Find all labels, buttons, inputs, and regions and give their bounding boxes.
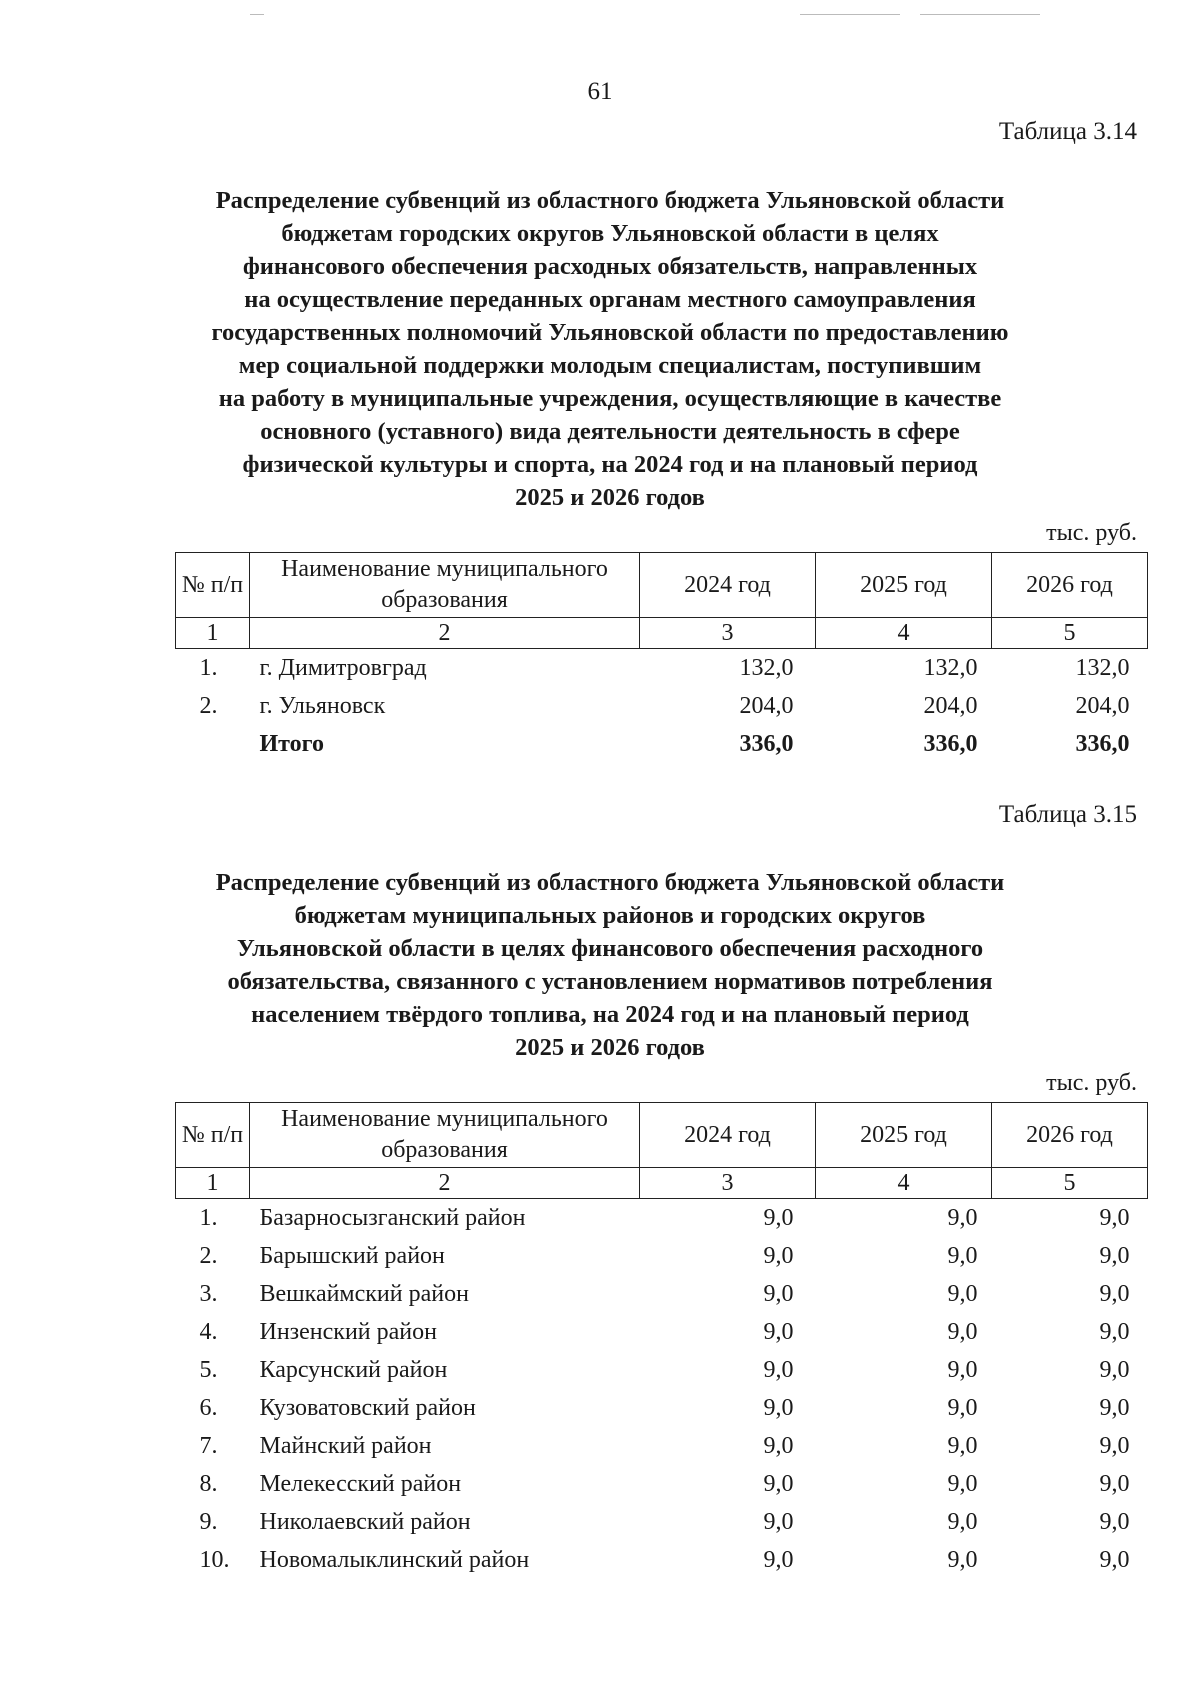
- row-value-2024: 9,0: [763, 1470, 794, 1497]
- row-value-2026: 9,0: [1099, 1432, 1130, 1459]
- row-name: г. Ульяновск: [259, 692, 386, 719]
- row-name: Новомалыклинский район: [259, 1546, 530, 1573]
- row-num: 4.: [199, 1318, 218, 1345]
- header-2024: 2024 год: [640, 1103, 816, 1168]
- row-num: 1.: [199, 1204, 218, 1231]
- row-name: г. Димитровград: [259, 654, 427, 681]
- column-number-row: [176, 1168, 1148, 1199]
- scan-artifact: [920, 14, 1040, 15]
- row-value-2026: 204,0: [1075, 692, 1130, 719]
- row-value-2025: 9,0: [947, 1318, 978, 1345]
- row-value-2024: 9,0: [763, 1432, 794, 1459]
- row-value-2026: 132,0: [1075, 654, 1130, 681]
- row-value-2026: 9,0: [1099, 1470, 1130, 1497]
- column-number: 1: [176, 1168, 250, 1199]
- scan-artifact: [800, 14, 900, 15]
- table-3-14: [175, 552, 1148, 763]
- row-name: Мелекесский район: [259, 1470, 462, 1497]
- title-line: Распределение субвенций из областного бюджета Ульяновской области: [215, 187, 1005, 214]
- row-value-2024: 9,0: [763, 1546, 794, 1573]
- unit-label: тыс. руб.: [1046, 1070, 1137, 1096]
- row-name: Вешкаймский район: [259, 1280, 469, 1307]
- table-row: [176, 1389, 1148, 1427]
- column-number: 4: [816, 618, 992, 649]
- table-row: [176, 1541, 1148, 1579]
- title-line: на работу в муниципальные учреждения, осуществляющие в качестве: [218, 385, 1002, 412]
- row-num: 3.: [199, 1280, 218, 1307]
- header-2025: 2025 год: [816, 553, 992, 618]
- header-2026: 2026 год: [992, 1103, 1148, 1168]
- title-line: физической культуры и спорта, на 2024 год и на плановый период: [242, 451, 978, 478]
- table-row: [176, 1275, 1148, 1313]
- column-number: 5: [992, 1168, 1148, 1199]
- row-value-2025: 9,0: [947, 1508, 978, 1535]
- row-value-2026: 9,0: [1099, 1546, 1130, 1573]
- header-num: № п/п: [176, 553, 250, 618]
- row-value-2024: 9,0: [763, 1394, 794, 1421]
- column-number: 3: [640, 618, 816, 649]
- row-value-2025: 9,0: [947, 1546, 978, 1573]
- column-number: 3: [640, 1168, 816, 1199]
- row-name: Инзенский район: [259, 1318, 437, 1345]
- row-value-2026: 9,0: [1099, 1318, 1130, 1345]
- title-line: государственных полномочий Ульяновской области по предоставлению: [211, 319, 1009, 346]
- row-name: Николаевский район: [259, 1508, 471, 1535]
- table-title-3-15: [150, 866, 1070, 1064]
- table-row: [176, 1351, 1148, 1389]
- row-num: 6.: [199, 1394, 218, 1421]
- title-line: основного (уставного) вида деятельности деятельность в сфере: [260, 418, 960, 445]
- row-value-2025: 204,0: [923, 692, 978, 719]
- header-2026: 2026 год: [992, 553, 1148, 618]
- title-line: бюджетам городских округов Ульяновской области в целях: [281, 220, 939, 247]
- header-2024: 2024 год: [640, 553, 816, 618]
- total-label: Итого: [259, 730, 324, 757]
- unit-label: тыс. руб.: [1046, 520, 1137, 546]
- title-line: 2025 и 2026 годов: [515, 484, 705, 511]
- scan-artifact: [250, 14, 264, 15]
- row-value-2025: 9,0: [947, 1204, 978, 1231]
- row-value-2025: 9,0: [947, 1280, 978, 1307]
- title-line: бюджетам муниципальных районов и городских округов: [294, 902, 926, 929]
- title-line: на осуществление переданных органам местного самоуправления: [244, 286, 976, 313]
- table-row: [176, 1427, 1148, 1465]
- row-name: Майнский район: [259, 1432, 432, 1459]
- table-row: [176, 649, 1148, 688]
- row-value-2024: 9,0: [763, 1280, 794, 1307]
- total-value-2024: 336,0: [739, 730, 794, 757]
- header-2025: 2025 год: [816, 1103, 992, 1168]
- row-value-2025: 9,0: [947, 1394, 978, 1421]
- row-name: Базарносызганский район: [259, 1204, 526, 1231]
- row-value-2026: 9,0: [1099, 1204, 1130, 1231]
- title-line: мер социальной поддержки молодым специалистам, поступившим: [238, 352, 982, 379]
- row-value-2025: 9,0: [947, 1470, 978, 1497]
- row-num: 9.: [199, 1508, 218, 1535]
- table-label-3-15: Таблица 3.15: [998, 801, 1137, 828]
- total-value-2025: 336,0: [923, 730, 978, 757]
- row-value-2025: 132,0: [923, 654, 978, 681]
- table-title-3-14: [150, 184, 1070, 514]
- row-name: Карсунский район: [259, 1356, 448, 1383]
- row-num: 5.: [199, 1356, 218, 1383]
- row-num: 2.: [199, 692, 218, 719]
- column-number: 2: [250, 618, 640, 649]
- row-value-2024: 9,0: [763, 1318, 794, 1345]
- title-line: обязательства, связанного с установлением нормативов потребления: [227, 968, 993, 995]
- table-row: [176, 1313, 1148, 1351]
- row-value-2024: 132,0: [739, 654, 794, 681]
- row-value-2024: 9,0: [763, 1356, 794, 1383]
- column-number-row: [176, 618, 1148, 649]
- header-row: [176, 1103, 1148, 1168]
- column-number: 2: [250, 1168, 640, 1199]
- table-row: [176, 687, 1148, 725]
- header-num: № п/п: [176, 1103, 250, 1168]
- row-value-2026: 9,0: [1099, 1356, 1130, 1383]
- total-row: [176, 725, 1148, 763]
- header-name: Наименование муниципального образования: [250, 553, 640, 618]
- column-number: 5: [992, 618, 1148, 649]
- row-value-2026: 9,0: [1099, 1280, 1130, 1307]
- row-name: Барышский район: [259, 1242, 445, 1269]
- page-number: 61: [587, 78, 613, 105]
- column-number: 4: [816, 1168, 992, 1199]
- row-value-2025: 9,0: [947, 1242, 978, 1269]
- title-line: Ульяновской области в целях финансового обеспечения расходного: [236, 935, 984, 962]
- row-num: 1.: [199, 654, 218, 681]
- row-num: 2.: [199, 1242, 218, 1269]
- title-line: Распределение субвенций из областного бюджета Ульяновской области: [215, 869, 1005, 896]
- title-line: 2025 и 2026 годов: [515, 1034, 705, 1061]
- row-value-2024: 9,0: [763, 1204, 794, 1231]
- row-value-2025: 9,0: [947, 1356, 978, 1383]
- row-value-2024: 9,0: [763, 1508, 794, 1535]
- title-line: населением твёрдого топлива, на 2024 год и на плановый период: [251, 1001, 969, 1028]
- table-3-15: [175, 1102, 1148, 1579]
- row-num: 7.: [199, 1432, 218, 1459]
- table-row: [176, 1199, 1148, 1238]
- table-row: [176, 1503, 1148, 1541]
- header-name: Наименование муниципального образования: [250, 1103, 640, 1168]
- row-num: 10.: [199, 1546, 230, 1573]
- row-value-2025: 9,0: [947, 1432, 978, 1459]
- row-value-2024: 204,0: [739, 692, 794, 719]
- row-name: Кузоватовский район: [259, 1394, 476, 1421]
- row-value-2026: 9,0: [1099, 1242, 1130, 1269]
- table-row: [176, 1465, 1148, 1503]
- row-value-2024: 9,0: [763, 1242, 794, 1269]
- column-number: 1: [176, 618, 250, 649]
- row-num: 8.: [199, 1470, 218, 1497]
- title-line: финансового обеспечения расходных обязательств, направленных: [242, 253, 978, 280]
- total-value-2026: 336,0: [1075, 730, 1130, 757]
- row-value-2026: 9,0: [1099, 1394, 1130, 1421]
- table-label-3-14: Таблица 3.14: [998, 118, 1137, 145]
- row-value-2026: 9,0: [1099, 1508, 1130, 1535]
- header-row: [176, 553, 1148, 618]
- table-row: [176, 1237, 1148, 1275]
